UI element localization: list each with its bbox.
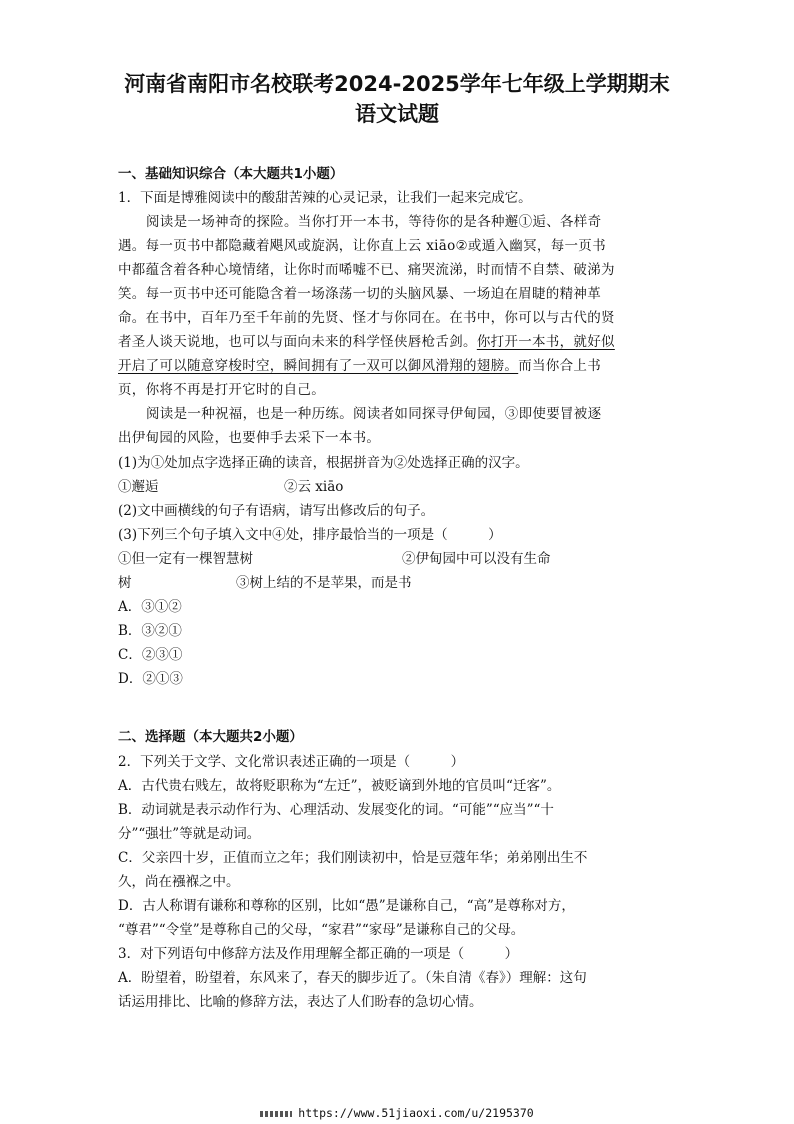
- passage-line: 页，你将不再是打开它时的自己。: [118, 382, 325, 398]
- sub-question-1: (1)为①处加点字选择正确的读音，根据拼音为②处选择正确的汉字。: [118, 455, 529, 471]
- passage-text: 而当你合上书: [518, 358, 602, 374]
- sub-question-3: (3)下列三个句子填入文中④处，排序最恰当的一项是（ ）: [118, 527, 502, 543]
- section1-heading: 一、基础知识综合（本大题共1小题）: [118, 166, 344, 182]
- sub1-option-a: ①邂逅: [118, 479, 159, 495]
- passage-line: 阅读是一场神奇的探险。当你打开一本书，等待你的是各种邂①逅、各样奇: [146, 214, 602, 230]
- passage-text: 者圣人谈天说地，也可以与面向未来的科学怪侠唇枪舌剑。: [118, 334, 477, 350]
- q2-option-a: A．古代贵右贱左，故将贬职称为“左迁”，被贬谪到外地的官员叫“迁客”。: [118, 778, 561, 794]
- passage-line: 笑。每一页书中还可能隐含着一场涤荡一切的头脑风暴、一场迫在眉睫的精神革: [118, 286, 601, 302]
- sub-question-2: (2)文中画横线的句子有语病，请写出修改后的句子。: [118, 503, 435, 519]
- underlined-sentence: 开启了可以随意穿梭时空，瞬间拥有了一双可以御风滑翔的翅膀。: [118, 358, 519, 374]
- passage-line: 出伊甸园的风险，也要伸手去采下一本书。: [118, 430, 381, 446]
- doc-title-line2: 语文试题: [355, 102, 439, 126]
- q1-stem: 1．下面是博雅阅读中的酸甜苦辣的心灵记录，让我们一起来完成它。: [118, 190, 532, 206]
- choice-a: A．③①②: [118, 599, 182, 615]
- q2-option-c-cont: 久，尚在襁褓之中。: [118, 874, 240, 890]
- choice-b: B．③②①: [118, 623, 182, 639]
- sub1-option-b: ②云 xiāo: [284, 479, 344, 495]
- page-footer: [0, 1106, 794, 1120]
- passage-line: [118, 330, 615, 350]
- passage-line: 阅读是一种祝福，也是一种历练。阅读者如同探寻伊甸园，③即使要冒被逐: [146, 406, 602, 422]
- passage-line: 遇。每一页书中都隐藏着飓风或旋涡，让你直上云 xiāo②或遁入幽冥，每一页书: [118, 238, 606, 254]
- q2-option-d-cont: “尊君”“令堂”是尊称自己的父母，“家君”“家母”是谦称自己的父母。: [118, 922, 525, 938]
- site-logo-icon: [260, 1111, 292, 1117]
- passage-line: 命。在书中，百年乃至千年前的先贤、怪才与你同在。在书中，你可以与古代的贤: [118, 310, 615, 326]
- q3-option-a: A．盼望着，盼望着，东风来了，春天的脚步近了。（朱自清《春》）理解：这句: [118, 970, 587, 986]
- q2-option-c: C．父亲四十岁，正值而立之年；我们刚读初中，恰是豆蔻年华；弟弟刚出生不: [118, 850, 588, 866]
- footer-url[interactable]: https://www.51jiaoxi.com/u/2195370: [298, 1106, 534, 1120]
- passage-line: 中都蕴含着各种心境情绪，让你时而唏嘘不已、痛哭流涕，时而情不自禁、破涕为: [118, 262, 615, 278]
- q2-option-d: D．古人称谓有谦称和尊称的区别，比如“愚”是谦称自己，“高”是尊称对方，: [118, 898, 575, 914]
- q2-stem: 2．下列关于文学、文化常识表述正确的一项是（ ）: [118, 754, 465, 770]
- underlined-sentence: 你打开一本书，就好似: [476, 334, 615, 350]
- doc-title-line1: 河南省南阳市名校联考2024-2025学年七年级上学期期末: [124, 72, 670, 96]
- passage-line: [118, 354, 601, 374]
- q3-option-a-cont: 话运用排比、比喻的修辞方法，表达了人们盼春的急切心情。: [118, 994, 483, 1010]
- q2-option-b: B．动词就是表示动作行为、心理活动、发展变化的词。“可能”“应当”“十: [118, 802, 554, 818]
- sentence-option-2: ②伊甸园中可以没有生命: [402, 551, 551, 567]
- choice-c: C．②③①: [118, 647, 183, 663]
- sentence-option-1: ①但一定有一棵智慧树: [118, 551, 253, 567]
- sentence-option-2-wrap: 树: [118, 575, 132, 591]
- q2-option-b-cont: 分”“强壮”等就是动词。: [118, 826, 261, 842]
- choice-d: D．②①③: [118, 671, 183, 687]
- reading-passage: [118, 210, 666, 450]
- section2-heading: 二、选择题（本大题共2小题）: [118, 729, 303, 745]
- q3-stem: 3．对下列语句中修辞方法及作用理解全都正确的一项是（ ）: [118, 946, 519, 962]
- sentence-option-3: ③树上结的不是苹果，而是书: [236, 575, 412, 591]
